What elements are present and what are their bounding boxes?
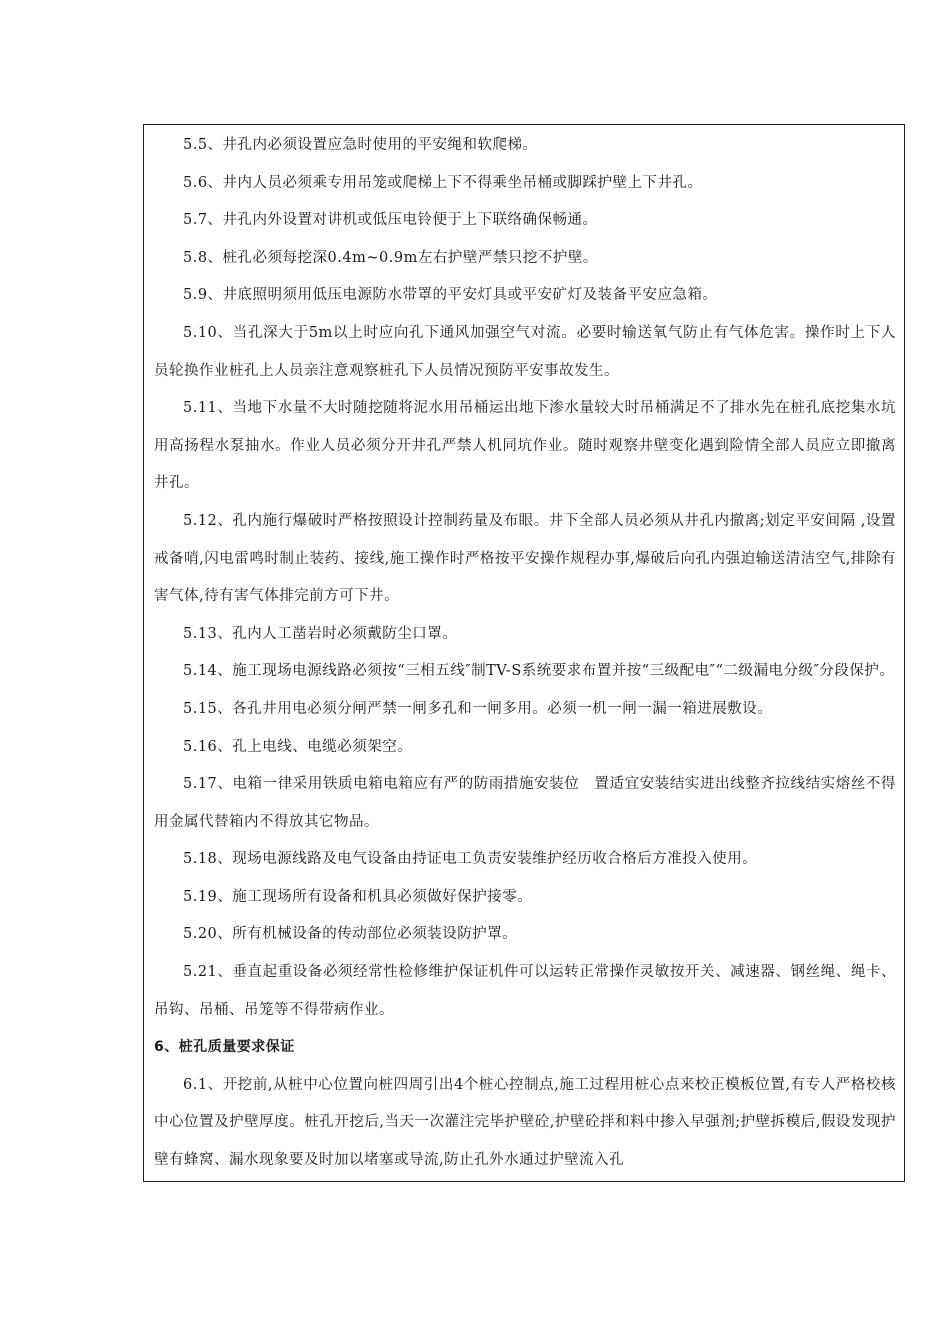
document-content (144, 125, 904, 1180)
clause-5-20: 5.20、所有机械设备的传动部位必须装设防护罩。 (183, 926, 518, 943)
clause-5-19: 5.19、施工现场所有设备和机具必须做好保护接零。 (183, 888, 533, 905)
clause-5-5: 5.5、井孔内必须设置应急时使用的平安绳和软爬梯。 (183, 137, 538, 153)
clause-5-6: 5.6、井内人员必须乘专用吊笼或爬梯上下不得乘坐吊桶或脚踩护壁上下井孔。 (183, 174, 703, 191)
clause-6-1: 6.1、开挖前,从桩中心位置向桩四周引出4个桩心控制点,施工过程用桩心点来校正模板位置,有专人严格校核中心位置及护壁厚度。桩孔开挖后,当天一次灌注完毕护壁砼,护壁砼拌和料中掺入早强剂;护壁拆模后,假设发现护壁有蜂窝、漏水现象要及时加以堵塞或导流,防止孔外水通过护壁流入孔 (154, 1076, 896, 1169)
clause-5-7: 5.7、井孔内外设置对讲机或低压电铃便于上下联络确保畅通。 (183, 212, 598, 229)
clause-5-18: 5.18、现场电源线路及电气设备由持证电工负责安装维护经历收合格后方准投入使用。 (183, 851, 758, 868)
section-6-heading: 6、桩孔质量要求保证 (154, 1039, 295, 1056)
clause-5-21: 5.21、垂直起重设备必须经常性检修维护保证机件可以运转正常操作灵敏按开关、减速器、钢丝绳、绳卡、吊钩、吊桶、吊笼等不得带病作业。 (154, 964, 896, 1018)
clause-5-8: 5.8、桩孔必须每挖深0.4m~0.9m左右护壁严禁只挖不护壁。 (183, 249, 598, 266)
clause-5-10: 5.10、当孔深大于5m以上时应向孔下通风加强空气对流。必要时输送氧气防止有气体危害。操作时上下人员轮换作业桩孔上人员亲注意观察桩孔下人员情况预防平安事故发生。 (154, 324, 896, 379)
clause-5-14: 5.14、施工现场电源线路必须按“三相五线″制TV-S系统要求布置并按“三级配电″“二级漏电分级″分段保护。 (183, 663, 895, 680)
clause-5-15: 5.15、各孔井用电必须分闸严禁一闸多孔和一闸多用。必须一机一闸一漏一箱进展敷设。 (183, 700, 773, 717)
clause-5-11: 5.11、当地下水量不大时随挖随将泥水用吊桶运出地下渗水量较大时吊桶满足不了排水先在桩孔底挖集水坑用高扬程水泵抽水。作业人员必须分开井孔严禁人机同坑作业。随时观察井壁变化遇到险情全部人员应立即撤离井孔。 (154, 400, 896, 492)
clause-5-13: 5.13、孔内人工凿岩时必须戴防尘口罩。 (183, 625, 458, 642)
clause-5-12: 5.12、孔内施行爆破时严格按照设计控制药量及布眼。井下全部人员必须从井孔内撤离;划定平安间隔 ,设置戒备哨,闪电雷鸣时制止装药、接线,施工操作时严格按平安操作规程办事,爆破后向孔内强迫输送清洁空气,排除有害气体,待有害气体排完前方可下井。 (154, 512, 896, 605)
clause-5-17: 5.17、电箱一律采用铁质电箱电箱应有严的防雨措施安装位 置适宜安装结实进出线整齐拉线结实熔丝不得用金属代替箱内不得放其它物品。 (154, 776, 896, 830)
clause-5-16: 5.16、孔上电线、电缆必须架空。 (183, 738, 413, 755)
clause-5-9: 5.9、井底照明须用低压电源防水带罩的平安灯具或平安矿灯及装备平安应急箱。 (183, 287, 718, 304)
document-frame (143, 124, 905, 1182)
